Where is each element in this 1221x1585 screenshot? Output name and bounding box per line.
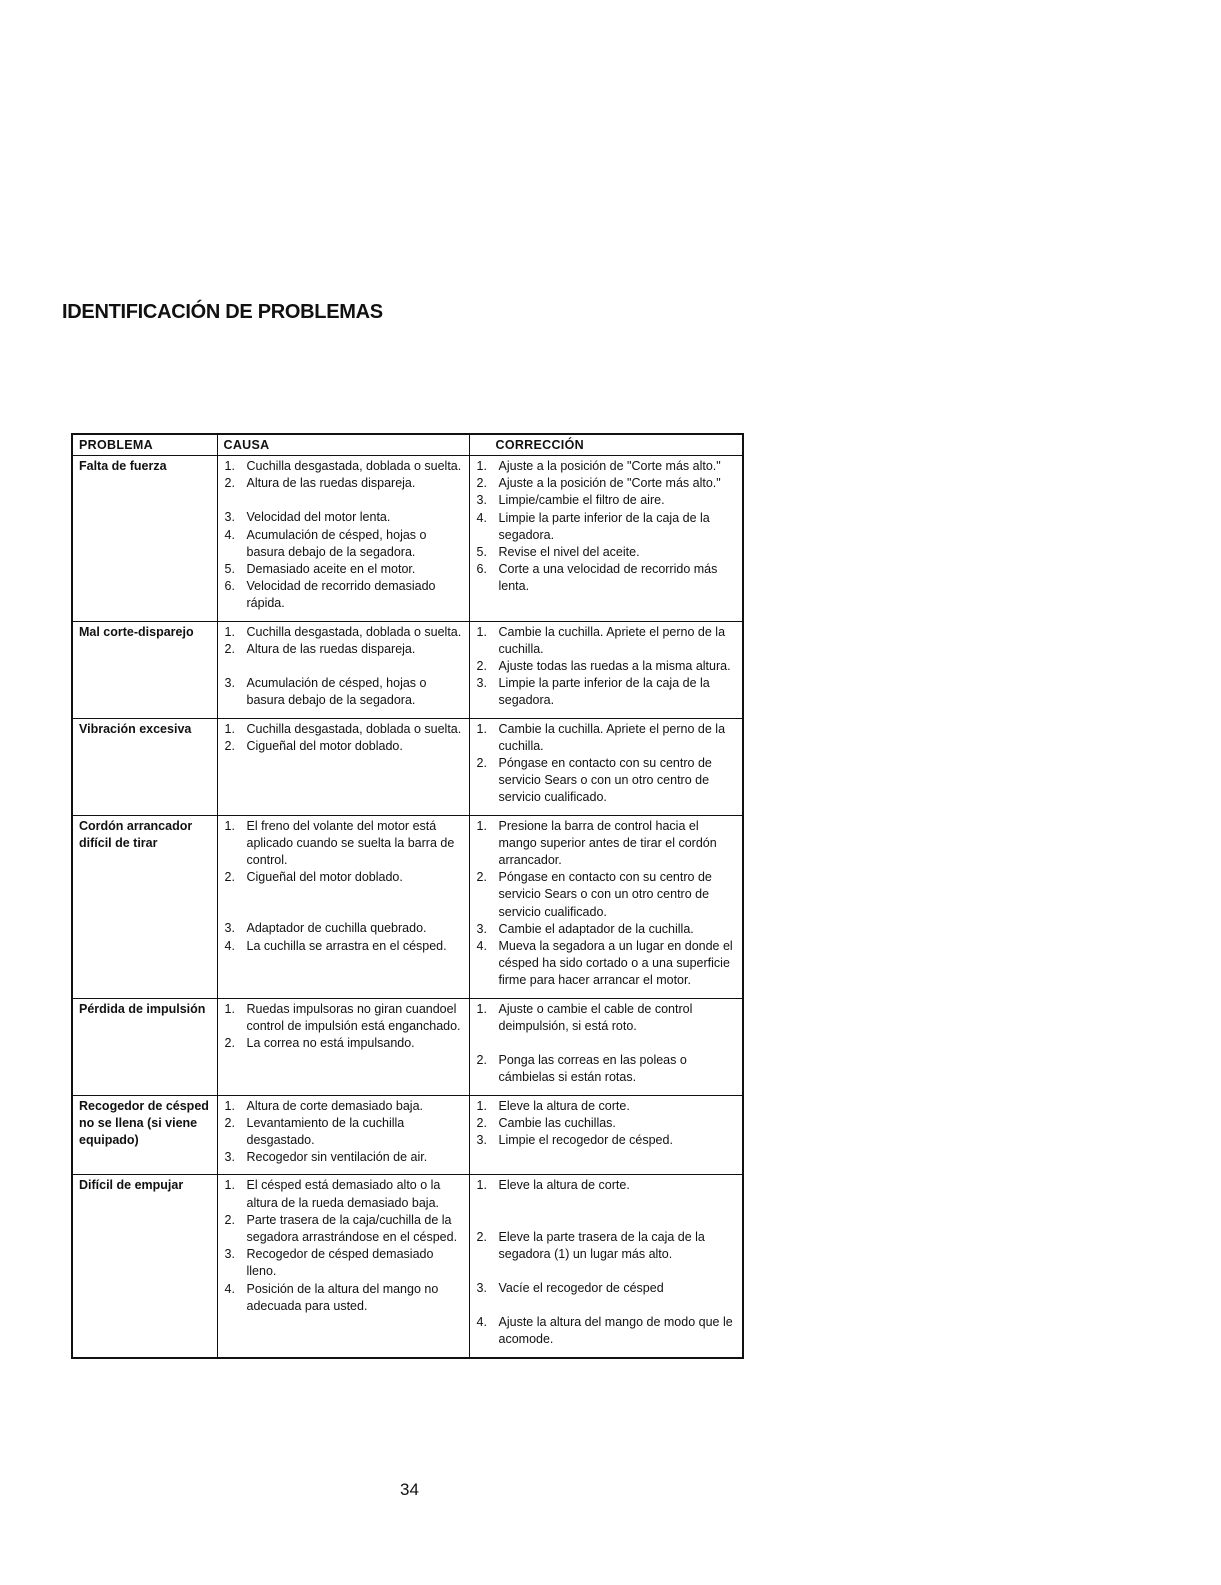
cause-item	[221, 641, 466, 658]
correction-item-number: 3.	[476, 921, 487, 936]
cause-item-number: 3.	[224, 921, 235, 936]
correction-item	[473, 1132, 740, 1149]
cause-item	[221, 818, 466, 870]
correction-item-text: Ajuste todas las ruedas a la misma altura.	[498, 659, 731, 674]
correction-item	[473, 1280, 740, 1297]
cause-item	[221, 475, 466, 492]
problem-cell: Pérdida de impulsión	[72, 998, 217, 1095]
correction-item-number: 2.	[476, 659, 487, 674]
cause-item-number: 3.	[224, 1247, 235, 1262]
cause-item-text: Velocidad de recorrido demasiado rápida.	[246, 579, 436, 611]
cause-item-text: Altura de las ruedas dispareja.	[246, 641, 416, 656]
correction-item	[473, 675, 740, 709]
correction-item	[473, 1115, 740, 1132]
cause-item	[221, 938, 466, 955]
cause-item-number: 2.	[224, 1036, 235, 1051]
correction-item-text: Eleve la altura de corte.	[498, 1098, 630, 1113]
correction-item-text: Ajuste la altura del mango de modo que le acomode.	[498, 1315, 733, 1347]
cause-item	[221, 578, 466, 612]
correction-item	[473, 544, 740, 561]
correction-item-text: Cambie el adaptador de la cuchilla.	[498, 921, 694, 936]
cause-item	[221, 1212, 466, 1246]
correction-item-text: Ponga las correas en las poleas o cámbielas si están rotas.	[498, 1053, 687, 1085]
correction-item	[473, 1098, 740, 1115]
correction-item-text: Ajuste a la posición de "Corte más alto."	[498, 459, 721, 473]
correction-item-text: Cambie las cuchillas.	[498, 1115, 616, 1130]
table-row	[72, 815, 743, 998]
correction-item	[473, 755, 740, 807]
correction-item-number: 2.	[476, 1115, 487, 1130]
cause-item-text: Posición de la altura del mango no adecuada para usted.	[246, 1281, 439, 1313]
cause-item-text: Cigueñal del motor doblado.	[246, 870, 403, 885]
correction-item	[473, 1001, 740, 1035]
correction-cell	[469, 998, 743, 1095]
correction-item	[473, 1052, 740, 1086]
table-header-row	[72, 434, 743, 456]
cause-item	[221, 1115, 466, 1149]
cause-cell	[217, 456, 469, 622]
cause-item-number: 4.	[224, 938, 235, 953]
table-row	[72, 998, 743, 1095]
correction-item-text: Ajuste a la posición de "Corte más alto."	[498, 476, 721, 491]
correction-item-number: 1.	[476, 459, 487, 473]
cause-item-text: El césped está demasiado alto o la altura de la rueda demasiado baja.	[246, 1178, 441, 1210]
cause-item-text: Parte trasera de la caja/cuchilla de la segadora arrastrándose en el césped.	[246, 1212, 458, 1244]
correction-item-text: Limpie/cambie el filtro de aire.	[498, 493, 665, 508]
cause-item-text: Ruedas impulsoras no giran cuandoel control de impulsión está enganchado.	[246, 1001, 461, 1033]
cause-item-number: 2.	[224, 641, 235, 656]
cause-item-number: 1.	[224, 1178, 235, 1193]
header-correction: CORRECCIÓN	[469, 434, 743, 456]
cause-item-text: El freno del volante del motor está aplicado cuando se suelta la barra de control.	[246, 818, 455, 868]
cause-item	[221, 1177, 466, 1211]
correction-cell	[469, 1175, 743, 1358]
correction-item	[473, 658, 740, 675]
correction-cell	[469, 456, 743, 622]
correction-item	[473, 1177, 740, 1194]
cause-item-text: Acumulación de césped, hojas o basura debajo de la segadora.	[246, 527, 427, 559]
correction-item	[473, 869, 740, 921]
correction-item-number: 3.	[476, 493, 487, 508]
cause-item-number: 4.	[224, 1281, 235, 1296]
cause-item-text: Cigueñal del motor doblado.	[246, 738, 403, 753]
page-title: IDENTIFICACIÓN DE PROBLEMAS	[62, 301, 383, 323]
correction-item-number: 4.	[476, 939, 487, 954]
cause-item-number: 2.	[224, 1212, 235, 1227]
cause-item-text: Adaptador de cuchilla quebrado.	[246, 921, 427, 936]
correction-item	[473, 561, 740, 595]
correction-item-number: 1.	[476, 1098, 487, 1113]
cause-item-text: Altura de las ruedas dispareja.	[246, 476, 416, 491]
cause-item	[221, 561, 466, 578]
correction-item-number: 1.	[476, 818, 487, 833]
correction-item	[473, 1314, 740, 1348]
correction-item-number: 6.	[476, 562, 487, 577]
correction-item-text: Póngase en contacto con su centro de servicio Sears o con un otro centro de servicio cualificado.	[498, 756, 712, 805]
correction-item-text: Revise el nivel del aceite.	[498, 545, 640, 560]
correction-item-number: 5.	[476, 545, 487, 560]
correction-item-number: 1.	[476, 1001, 487, 1016]
correction-cell	[469, 1095, 743, 1175]
cause-item	[221, 920, 466, 937]
table-row	[72, 718, 743, 815]
cause-item	[221, 675, 466, 709]
correction-item-number: 4.	[476, 510, 487, 525]
correction-cell	[469, 621, 743, 718]
cause-item	[221, 624, 466, 641]
correction-item-number: 1.	[476, 721, 487, 736]
cause-item	[221, 527, 466, 561]
cause-item-text: Demasiado aceite en el motor.	[246, 562, 416, 577]
cause-cell	[217, 1095, 469, 1175]
correction-item-number: 2.	[476, 870, 487, 885]
cause-item	[221, 458, 466, 475]
correction-item-number: 3.	[476, 1280, 487, 1295]
correction-item	[473, 475, 740, 492]
correction-item-number: 4.	[476, 1315, 487, 1330]
correction-item-number: 2.	[476, 1229, 487, 1244]
cause-item-number: 3.	[224, 510, 235, 525]
table-row	[72, 1095, 743, 1175]
correction-item-text: Mueva la segadora a un lugar en donde el césped ha sido cortado o a una superficie firme para hacer arrancar el motor.	[498, 939, 733, 988]
correction-item	[473, 721, 740, 755]
correction-item-text: Limpie la parte inferior de la caja de la segadora.	[498, 676, 710, 708]
cause-item-number: 1.	[224, 459, 235, 473]
cause-item-number: 4.	[224, 527, 235, 542]
correction-item-text: Corte a una velocidad de recorrido más lenta.	[498, 562, 718, 594]
table-row	[72, 621, 743, 718]
cause-item-text: La cuchilla se arrastra en el césped.	[246, 938, 447, 953]
correction-item-text: Cambie la cuchilla. Apriete el perno de la cuchilla.	[498, 721, 726, 753]
cause-item	[221, 1098, 466, 1115]
cause-item-number: 2.	[224, 1115, 235, 1130]
problem-cell: Falta de fuerza	[72, 456, 217, 622]
correction-item-number: 3.	[476, 676, 487, 691]
cause-item	[221, 1281, 466, 1315]
correction-cell	[469, 815, 743, 998]
cause-item-text: Recogedor sin ventilación de air.	[246, 1150, 428, 1165]
correction-item-number: 2.	[476, 756, 487, 771]
cause-item	[221, 721, 466, 738]
cause-item-text: La correa no está impulsando.	[246, 1036, 415, 1051]
cause-item-number: 1.	[224, 1098, 235, 1113]
cause-item	[221, 1035, 466, 1052]
correction-item	[473, 818, 740, 870]
cause-item-number: 1.	[224, 624, 235, 639]
cause-item-text: Acumulación de césped, hojas o basura debajo de la segadora.	[246, 676, 427, 708]
header-problem: PROBLEMA	[72, 434, 217, 456]
table-row	[72, 456, 743, 622]
problem-cell: Recogedor de césped no se llena (si viene equipado)	[72, 1095, 217, 1175]
cause-item	[221, 1246, 466, 1280]
correction-cell	[469, 718, 743, 815]
troubleshooting-table	[71, 433, 744, 1359]
correction-item-number: 1.	[476, 1178, 487, 1193]
cause-item	[221, 1001, 466, 1035]
problem-cell: Difícil de empujar	[72, 1175, 217, 1358]
cause-item-number: 3.	[224, 676, 235, 691]
cause-item-number: 5.	[224, 562, 235, 577]
correction-item	[473, 510, 740, 544]
correction-item	[473, 1229, 740, 1263]
correction-item-number: 2.	[476, 1053, 487, 1068]
correction-item-text: Cambie la cuchilla. Apriete el perno de la cuchilla.	[498, 624, 726, 656]
cause-item-number: 6.	[224, 579, 235, 594]
cause-item-text: Velocidad del motor lenta.	[246, 510, 391, 525]
cause-item-text: Cuchilla desgastada, doblada o suelta.	[246, 721, 462, 736]
page-number: 34	[400, 1480, 419, 1499]
correction-item-text: Vacíe el recogedor de césped	[498, 1280, 664, 1295]
cause-item-text: Altura de corte demasiado baja.	[246, 1098, 423, 1113]
correction-item-text: Eleve la altura de corte.	[498, 1178, 630, 1193]
cause-cell	[217, 998, 469, 1095]
header-cause: CAUSA	[217, 434, 469, 456]
correction-item-text: Presione la barra de control hacia el mango superior antes de tirar el cordón arrancador.	[498, 818, 717, 868]
cause-cell	[217, 718, 469, 815]
cause-item-number: 2.	[224, 738, 235, 753]
cause-item	[221, 1149, 466, 1166]
cause-item-number: 1.	[224, 721, 235, 736]
correction-item-text: Póngase en contacto con su centro de servicio Sears o con un otro centro de servicio cualificado.	[498, 870, 712, 919]
problem-cell: Mal corte-disparejo	[72, 621, 217, 718]
cause-item	[221, 738, 466, 755]
correction-item-text: Eleve la parte trasera de la caja de la segadora (1) un lugar más alto.	[498, 1229, 705, 1261]
cause-item	[221, 869, 466, 886]
correction-item-text: Limpie el recogedor de césped.	[498, 1132, 673, 1147]
cause-item-number: 2.	[224, 870, 235, 885]
correction-item-text: Limpie la parte inferior de la caja de la segadora.	[498, 510, 710, 542]
cause-item-text: Levantamiento de la cuchilla desgastado.	[246, 1115, 405, 1147]
cause-item-text: Cuchilla desgastada, doblada o suelta.	[246, 624, 462, 639]
correction-item-number: 1.	[476, 624, 487, 639]
cause-cell	[217, 815, 469, 998]
correction-item	[473, 624, 740, 658]
correction-item	[473, 492, 740, 509]
cause-cell	[217, 1175, 469, 1358]
cause-item-number: 1.	[224, 1001, 235, 1016]
problem-cell: Cordón arrancador difícil de tirar	[72, 815, 217, 998]
cause-item-number: 3.	[224, 1150, 235, 1165]
correction-item-number: 2.	[476, 476, 487, 491]
cause-item	[221, 509, 466, 526]
correction-item	[473, 921, 740, 938]
cause-item-text: Cuchilla desgastada, doblada o suelta.	[246, 459, 462, 473]
correction-item-text: Ajuste o cambie el cable de control deimpulsión, si está roto.	[498, 1001, 693, 1033]
cause-item-number: 1.	[224, 818, 235, 833]
cause-item-number: 2.	[224, 476, 235, 491]
problem-cell: Vibración excesiva	[72, 718, 217, 815]
correction-item	[473, 938, 740, 990]
cause-item-text: Recogedor de césped demasiado lleno.	[246, 1247, 434, 1279]
table-row	[72, 1175, 743, 1358]
correction-item-number: 3.	[476, 1132, 487, 1147]
cause-cell	[217, 621, 469, 718]
correction-item	[473, 458, 740, 475]
